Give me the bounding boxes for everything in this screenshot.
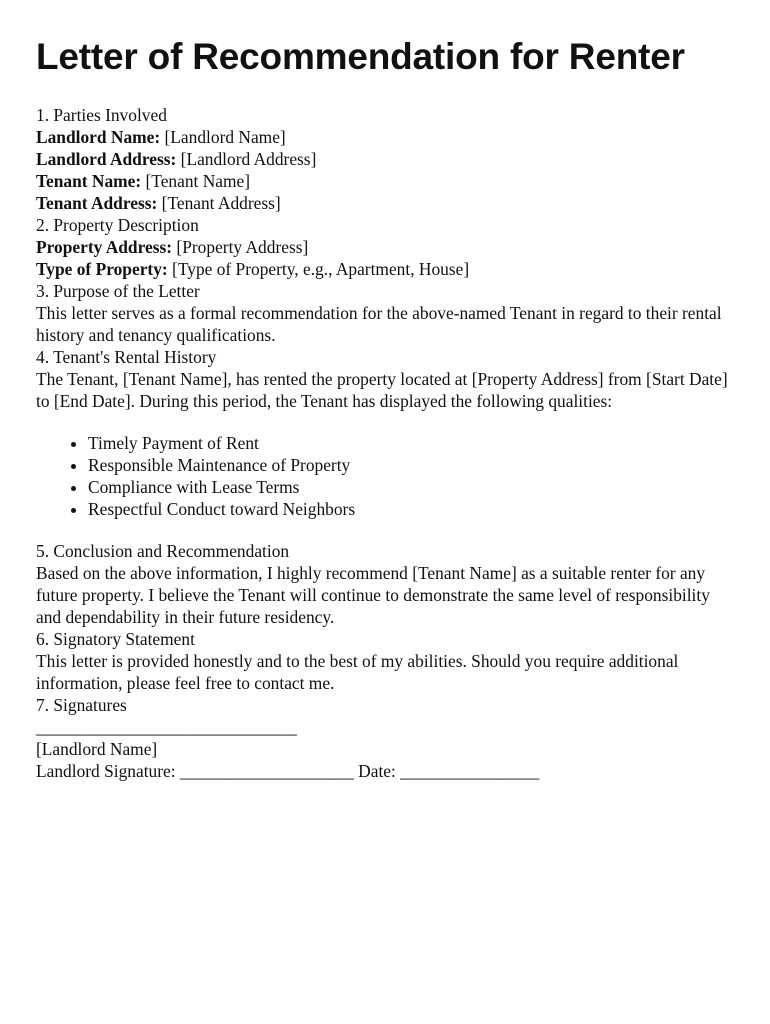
- list-item: • Compliance with Lease Terms: [88, 476, 736, 498]
- property-address-line: [36, 236, 736, 258]
- purpose-text: This letter serves as a formal recommendation for the above-named Tenant in regard to their rental history and tenancy qualifications.: [36, 303, 722, 345]
- letter-document: [36, 0, 736, 782]
- history-text: The Tenant, [Tenant Name], has rented the property located at [Property Address] from [Start Date] to [End Date]. During this period, the Tenant has displayed the following qualities:: [36, 369, 728, 411]
- qualities-list: [36, 432, 736, 520]
- tenant-address-line: [36, 192, 736, 214]
- signatory-name: [Landlord Name]: [36, 739, 158, 759]
- property-address-value: [Property Address]: [176, 237, 309, 257]
- landlord-name-value: [Landlord Name]: [164, 127, 286, 147]
- section-heading-conclusion: 5. Conclusion and Recommendation: [36, 541, 290, 561]
- statement-text: This letter is provided honestly and to the best of my abilities. Should you require additional information, please feel free to contact me.: [36, 651, 679, 693]
- tenant-address-value: [Tenant Address]: [161, 193, 281, 213]
- signature-date-line: Landlord Signature: ____________________ Date: ________________: [36, 761, 540, 781]
- list-item: • Responsible Maintenance of Property: [88, 454, 736, 476]
- tenant-name-label: Tenant Name:: [36, 171, 142, 191]
- tenant-name-value: [Tenant Name]: [145, 171, 251, 191]
- section-heading-parties: 1. Parties Involved: [36, 105, 167, 125]
- tenant-name-line: [36, 170, 736, 192]
- landlord-address-line: [36, 148, 736, 170]
- landlord-address-label: Landlord Address:: [36, 149, 177, 169]
- section-heading-signatures: 7. Signatures: [36, 695, 127, 715]
- tenant-address-label: Tenant Address:: [36, 193, 158, 213]
- page-title: Letter of Recommendation for Renter: [36, 36, 685, 77]
- section-heading-history: 4. Tenant's Rental History: [36, 347, 217, 367]
- property-type-label: Type of Property:: [36, 259, 168, 279]
- letter-body: [36, 104, 736, 782]
- property-type-line: [36, 258, 736, 280]
- section-heading-statement: 6. Signatory Statement: [36, 629, 195, 649]
- landlord-name-label: Landlord Name:: [36, 127, 161, 147]
- section-heading-property: 2. Property Description: [36, 215, 199, 235]
- list-item: • Respectful Conduct toward Neighbors: [88, 498, 736, 520]
- signature-line: ______________________________: [36, 717, 297, 737]
- property-address-label: Property Address:: [36, 237, 173, 257]
- conclusion-text: Based on the above information, I highly recommend [Tenant Name] as a suitable renter for any future property. I believe the Tenant will continue to demonstrate the same level of responsibility and dependability in their future residency.: [36, 563, 710, 627]
- landlord-address-value: [Landlord Address]: [180, 149, 317, 169]
- section-heading-purpose: 3. Purpose of the Letter: [36, 281, 200, 301]
- landlord-name-line: [36, 126, 736, 148]
- list-item: • Timely Payment of Rent: [88, 432, 736, 454]
- property-type-value: [Type of Property, e.g., Apartment, House]: [172, 259, 470, 279]
